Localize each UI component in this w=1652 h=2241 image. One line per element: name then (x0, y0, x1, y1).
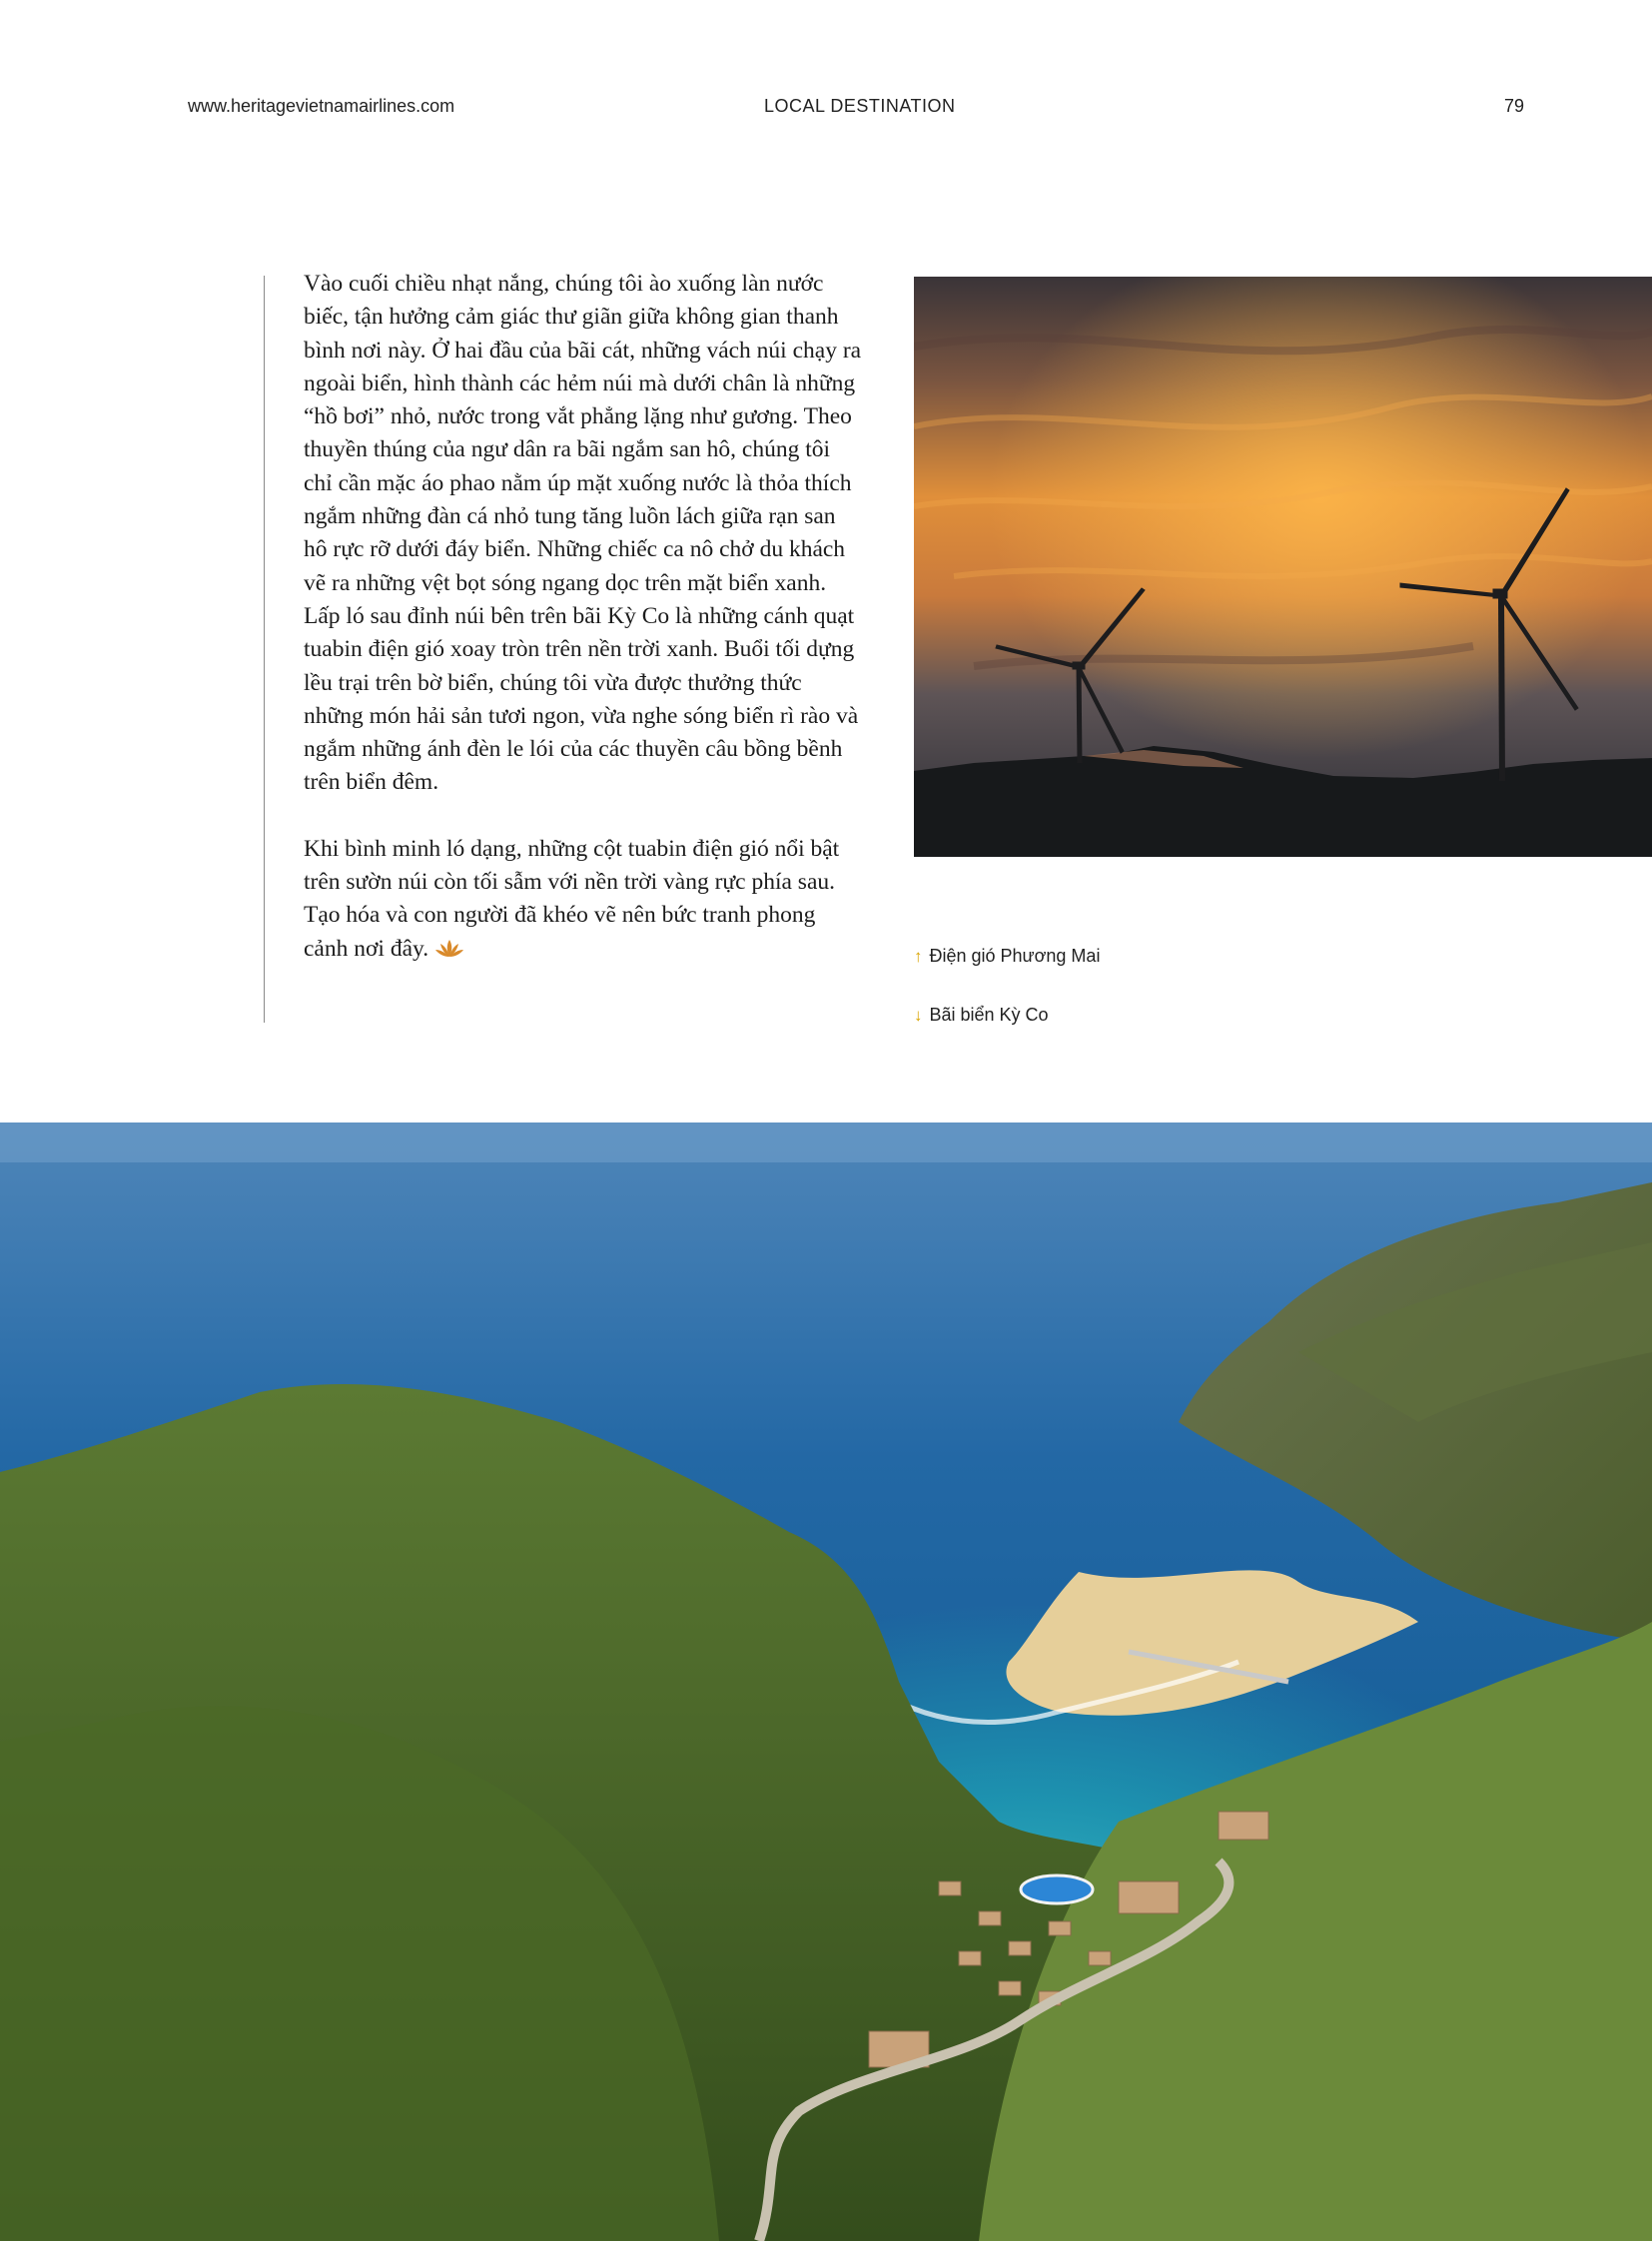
paragraph-2 (304, 833, 863, 969)
beach-aerial-photo (0, 1122, 1652, 2241)
section-title: LOCAL DESTINATION (764, 96, 956, 116)
column-rule (264, 276, 265, 1023)
caption-beach (914, 1005, 1049, 1026)
wind-turbine-photo (914, 277, 1652, 857)
arrow-up-icon: ↑ (914, 946, 923, 966)
caption-wind-power (914, 946, 1100, 967)
article-body (304, 268, 863, 1002)
caption-wind-power-text: Điện gió Phương Mai (929, 946, 1101, 966)
site-url[interactable]: www.heritagevietnamairlines.com (188, 96, 455, 116)
caption-beach-text: Bãi biển Kỳ Co (929, 1005, 1049, 1025)
page-header (0, 96, 1652, 120)
page-number: 79 (1504, 96, 1525, 116)
paragraph-2-text: Khi bình minh ló dạng, những cột tuabin điện gió nổi bật trên sườn núi còn tối sẫm với nền trời vàng rực phía sau. Tạo hóa và con người đã khéo vẽ nên bức tranh phong cảnh nơi đây. (304, 835, 840, 962)
arrow-down-icon: ↓ (914, 1005, 923, 1025)
paragraph-1: Vào cuối chiều nhạt nắng, chúng tôi ào xuống làn nước biếc, tận hưởng cảm giác thư giãn giữa không gian thanh bình nơi này. Ở hai đầu của bãi cát, những vách núi chạy ra ngoài biển, hình thành các hẻm núi mà dưới chân là những “hồ bơi” nhỏ, nước trong vắt phẳng lặng như gương. Theo thuyền thúng của ngư dân ra bãi ngắm san hô, chúng tôi chỉ cần mặc áo phao nằm úp mặt xuống nước là thỏa thích ngắm những đàn cá nhỏ tung tăng luồn lách giữa rạn san hô rực rỡ dưới đáy biển. Những chiếc ca nô chở du khách vẽ ra những vệt bọt sóng ngang dọc trên mặt biển xanh. Lấp ló sau đỉnh núi bên trên bãi Kỳ Co là những cánh quạt tuabin điện gió xoay tròn trên nền trời xanh. Buổi tối dựng lều trại trên bờ biển, chúng tôi vừa được thưởng thức những món hải sản tươi ngon, vừa nghe sóng biển rì rào và ngắm những ánh đèn le lói của các thuyền câu bồng bềnh trên biển đêm. (304, 271, 862, 796)
lotus-end-mark-icon (434, 936, 464, 969)
